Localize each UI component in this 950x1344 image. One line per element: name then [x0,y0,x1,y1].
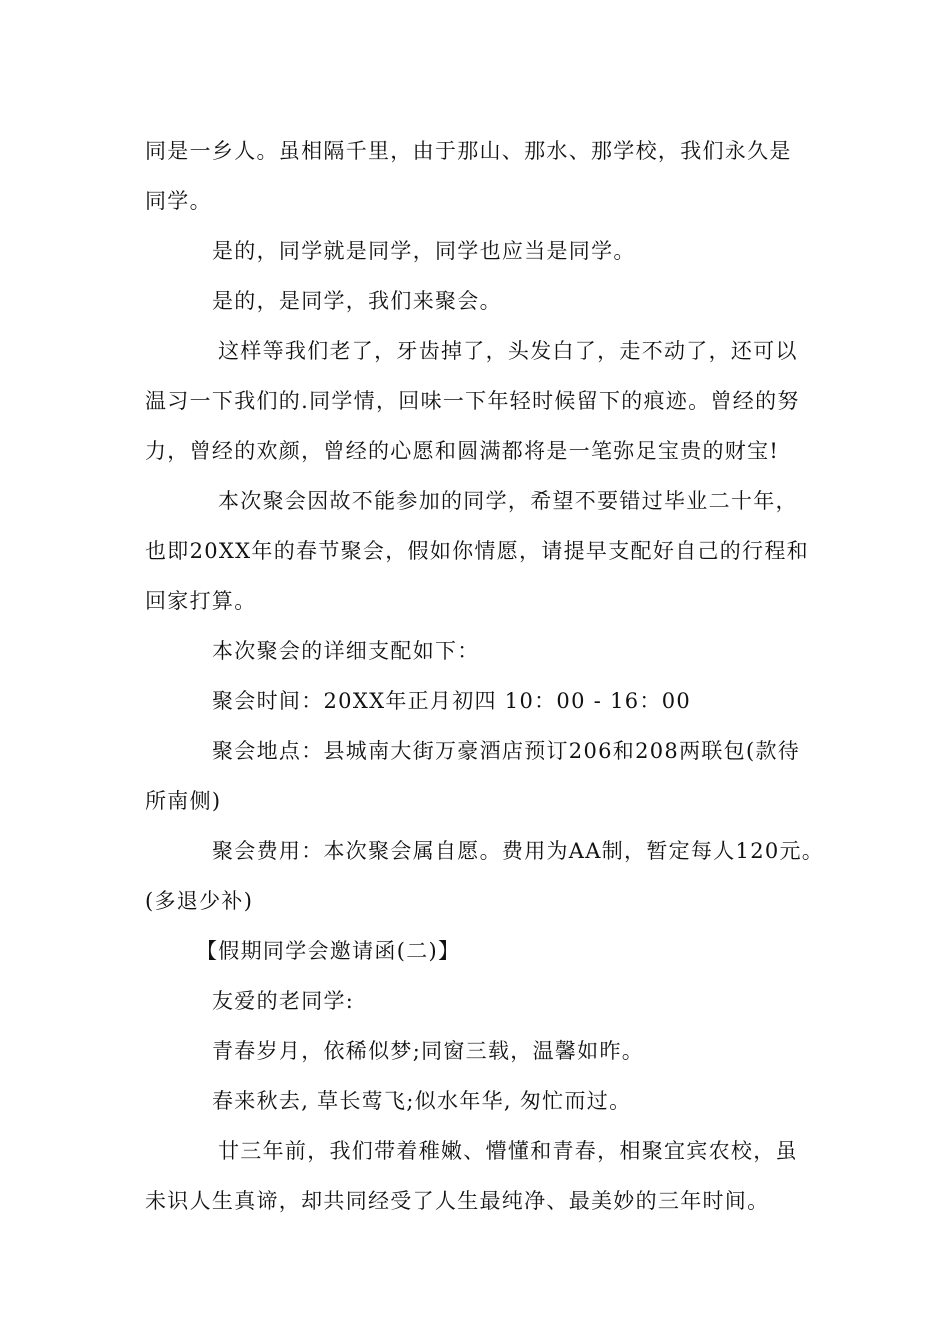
paragraph-line: 同是一乡人。虽相隔千里，由于那山、那水、那学校，我们永久是 [145,139,792,163]
paragraph-line: 青春岁月，依稀似梦;同窗三载，温馨如昨。 [212,1039,645,1063]
paragraph-line: 这样等我们老了，牙齿掉了，头发白了，走不动了，还可以 [218,339,798,363]
paragraph-line: 是的，是同学，我们来聚会。 [212,289,502,313]
paragraph-line: 同学。 [145,189,212,213]
event-cost-line: 聚会费用：本次聚会属自愿。费用为AA制，暂定每人120元。 [212,839,825,863]
paragraph-line: 春来秋去, 草长莺飞;似水年华, 匆忙而过。 [212,1089,632,1113]
paragraph-line: 本次聚会因故不能参加的同学，希望不要错过毕业二十年， [218,489,798,513]
paragraph-line: 温习一下我们的.同学情，回味一下年轻时候留下的痕迹。曾经的努 [145,389,800,413]
paragraph-line: 本次聚会的详细支配如下： [212,639,480,663]
salutation: 友爱的老同学: [212,989,355,1013]
paragraph-line: 也即20XX年的春节聚会，假如你情愿，请提早支配好自己的行程和 [145,539,809,563]
event-time-line: 聚会时间：20XX年正月初四 10：00 - 16：00 [212,689,692,713]
paragraph-line: 回家打算。 [145,589,257,613]
paragraph-line: 所南侧) [145,789,222,813]
paragraph-line: 廿三年前，我们带着稚嫩、懵懂和青春，相聚宜宾农校，虽 [218,1139,798,1163]
event-location-line: 聚会地点：县城南大街万豪酒店预订206和208两联包(款待 [212,739,801,763]
section-heading: 【假期同学会邀请函(二)】 [196,939,461,963]
paragraph-line: 是的，同学就是同学，同学也应当是同学。 [212,239,636,263]
paragraph-line: 力，曾经的欢颜，曾经的心愿和圆满都将是一笔弥足宝贵的财宝! [145,439,780,463]
paragraph-line: 未识人生真谛，却共同经受了人生最纯净、最美妙的三年时间。 [145,1189,770,1213]
paragraph-line: (多退少补) [145,889,254,913]
